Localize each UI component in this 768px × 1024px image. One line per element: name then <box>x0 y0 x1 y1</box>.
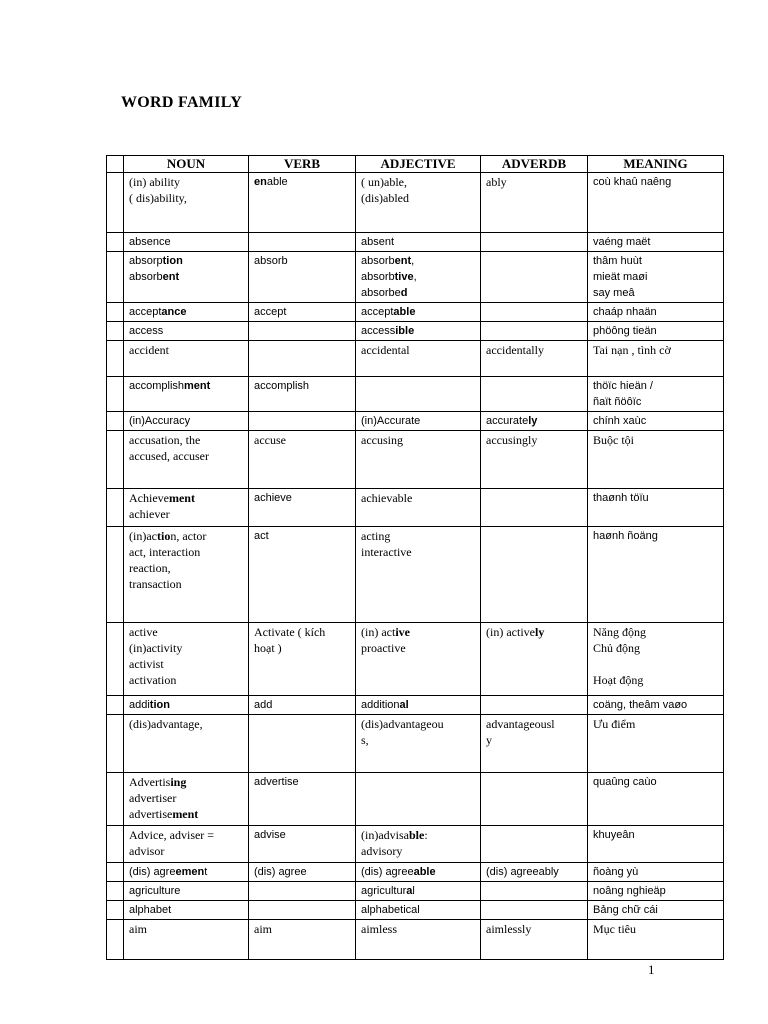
noun-cell <box>124 412 249 431</box>
adjective-text: (in)advisable: <box>361 828 428 842</box>
verb-text <box>254 323 350 339</box>
meaning-cell <box>588 377 724 412</box>
adjective-cell <box>356 773 481 826</box>
adjective-text: accusing <box>361 433 403 447</box>
meaning-text: khuyeân <box>593 829 635 841</box>
verb-cell <box>249 489 356 527</box>
meaning-text: haønh ñoäng <box>593 530 658 542</box>
adjective-cell <box>356 715 481 773</box>
verb-cell <box>249 173 356 233</box>
header-verb: VERB <box>249 156 356 173</box>
noun-text: Advertising <box>129 775 187 789</box>
noun-text: accomplishment <box>129 380 211 392</box>
table-row <box>107 826 724 863</box>
adjective-cell <box>356 377 481 412</box>
noun-cell <box>124 773 249 826</box>
adverb-text <box>486 827 582 843</box>
header-meaning: MEANING <box>588 156 724 173</box>
verb-cell <box>249 863 356 882</box>
adjective-text: (dis)advantageou <box>361 717 444 731</box>
meaning-text: Buộc tội <box>593 433 634 447</box>
page-number: 1 <box>648 962 655 977</box>
verb-text: add <box>254 699 273 711</box>
verb-cell <box>249 341 356 377</box>
adjective-text: interactive <box>361 545 412 559</box>
noun-text: Advice, adviser = <box>129 828 215 842</box>
noun-text: accusation, the <box>129 433 201 447</box>
adjective-cell <box>356 303 481 322</box>
adjective-text: (in)Accurate <box>361 415 421 427</box>
adjective-text: acceptable <box>361 306 416 318</box>
meaning-cell <box>588 696 724 715</box>
adverb-text: (dis) agreeably <box>486 866 559 878</box>
verb-cell <box>249 882 356 901</box>
noun-cell <box>124 377 249 412</box>
noun-cell <box>124 431 249 489</box>
adverb-cell <box>481 882 588 901</box>
adjective-text: advisory <box>361 844 403 858</box>
noun-cell <box>124 882 249 901</box>
meaning-text: vaéng maët <box>593 236 651 248</box>
meaning-cell <box>588 489 724 527</box>
meaning-cell <box>588 715 724 773</box>
meaning-text: thaønh töïu <box>593 492 649 504</box>
meaning-cell <box>588 863 724 882</box>
meaning-text <box>593 656 718 672</box>
adjective-cell <box>356 527 481 623</box>
meaning-text: ñaït ñöôïc <box>593 396 642 408</box>
adverb-cell <box>481 303 588 322</box>
noun-text: (in) ability <box>129 175 180 189</box>
verb-text: advise <box>254 829 286 841</box>
meaning-cell <box>588 322 724 341</box>
adjective-cell <box>356 252 481 303</box>
verb-text <box>254 342 350 358</box>
noun-text: reaction, <box>129 561 171 575</box>
adjective-text: achievable <box>361 491 413 505</box>
table-row <box>107 715 724 773</box>
row-marker-cell <box>107 489 124 527</box>
meaning-text: Tai nạn , tình cờ <box>593 343 671 357</box>
row-marker-cell <box>107 882 124 901</box>
meaning-cell <box>588 412 724 431</box>
meaning-text: Bảng chữ cái <box>593 904 658 916</box>
noun-text: agriculture <box>129 885 181 897</box>
meaning-text: coù khaû naêng <box>593 176 672 188</box>
row-marker-cell <box>107 901 124 920</box>
noun-cell <box>124 623 249 696</box>
adjective-text: ( un)able, <box>361 175 407 189</box>
adverb-cell <box>481 341 588 377</box>
table-row <box>107 696 724 715</box>
adverb-cell <box>481 696 588 715</box>
verb-cell <box>249 715 356 773</box>
meaning-text: quaûng caùo <box>593 776 657 788</box>
adverb-cell <box>481 173 588 233</box>
verb-text <box>254 902 350 918</box>
noun-text: (in)action, actor <box>129 529 207 543</box>
verb-text: achieve <box>254 492 292 504</box>
verb-cell <box>249 252 356 303</box>
row-marker-cell <box>107 377 124 412</box>
meaning-cell <box>588 882 724 901</box>
verb-cell <box>249 826 356 863</box>
adjective-cell <box>356 863 481 882</box>
adjective-cell <box>356 322 481 341</box>
noun-text: achiever <box>129 507 170 521</box>
verb-text: accept <box>254 306 287 318</box>
noun-text: access <box>129 325 164 337</box>
noun-cell <box>124 341 249 377</box>
adverb-cell <box>481 920 588 960</box>
noun-text: activation <box>129 673 177 687</box>
adverb-text <box>486 490 582 506</box>
meaning-cell <box>588 303 724 322</box>
noun-text: accused, accuser <box>129 449 209 463</box>
row-marker-cell <box>107 341 124 377</box>
verb-cell <box>249 920 356 960</box>
row-marker-cell <box>107 920 124 960</box>
noun-text: act, interaction <box>129 545 201 559</box>
adjective-text: accidental <box>361 343 410 357</box>
table-row <box>107 341 724 377</box>
meaning-text: mieät maøi <box>593 271 648 283</box>
adverb-text <box>486 234 582 250</box>
adverb-cell <box>481 623 588 696</box>
noun-text: absorbent <box>129 271 180 283</box>
verb-text: (dis) agree <box>254 866 307 878</box>
adverb-cell <box>481 377 588 412</box>
adverb-text: ably <box>486 175 507 189</box>
meaning-cell <box>588 252 724 303</box>
row-marker-cell <box>107 826 124 863</box>
row-marker-cell <box>107 412 124 431</box>
meaning-cell <box>588 826 724 863</box>
adjective-cell <box>356 901 481 920</box>
adjective-cell <box>356 826 481 863</box>
table-row <box>107 233 724 252</box>
adjective-text: proactive <box>361 641 406 655</box>
noun-cell <box>124 920 249 960</box>
row-marker-cell <box>107 233 124 252</box>
adverb-cell <box>481 527 588 623</box>
adjective-text: absorbtive, <box>361 271 417 283</box>
row-marker-cell <box>107 715 124 773</box>
adjective-text: (in) active <box>361 625 410 639</box>
verb-text: enable <box>254 176 288 188</box>
verb-cell <box>249 773 356 826</box>
adjective-text <box>361 774 475 790</box>
verb-cell <box>249 527 356 623</box>
meaning-cell <box>588 527 724 623</box>
word-family-table <box>106 155 724 960</box>
table-row <box>107 882 724 901</box>
verb-text: absorb <box>254 255 288 267</box>
table-row <box>107 412 724 431</box>
adjective-text: alphabetical <box>361 904 420 916</box>
adverb-cell <box>481 901 588 920</box>
adjective-text: aimless <box>361 922 397 936</box>
adverb-cell <box>481 252 588 303</box>
adverb-text: accusingly <box>486 433 538 447</box>
noun-cell <box>124 527 249 623</box>
noun-text: (dis) agreement <box>129 866 208 878</box>
adverb-text <box>486 253 582 269</box>
adjective-cell <box>356 431 481 489</box>
adverb-text: advantageousl <box>486 717 555 731</box>
table-row <box>107 901 724 920</box>
row-marker-cell <box>107 773 124 826</box>
table-row <box>107 920 724 960</box>
adjective-text: (dis)abled <box>361 191 409 205</box>
adjective-text: absent <box>361 236 395 248</box>
adverb-cell <box>481 826 588 863</box>
noun-text: (in)activity <box>129 641 183 655</box>
meaning-cell <box>588 901 724 920</box>
verb-text <box>254 413 350 429</box>
table-row <box>107 863 724 882</box>
noun-text: active <box>129 625 158 639</box>
adjective-text: absorbent, <box>361 255 415 267</box>
meaning-text: say meâ <box>593 287 635 299</box>
table-row <box>107 489 724 527</box>
noun-text: Achievement <box>129 491 195 505</box>
row-marker-cell <box>107 863 124 882</box>
adjective-cell <box>356 920 481 960</box>
verb-text: accuse <box>254 433 286 447</box>
verb-text: advertise <box>254 776 299 788</box>
adjective-text: absorbed <box>361 287 408 299</box>
table-row <box>107 322 724 341</box>
meaning-text: phöông tieän <box>593 325 657 337</box>
adverb-cell <box>481 412 588 431</box>
adjective-text: accessible <box>361 325 415 337</box>
adjective-text: agricultural <box>361 885 415 897</box>
header-adjective: ADJECTIVE <box>356 156 481 173</box>
adverb-text: y <box>486 733 492 747</box>
noun-cell <box>124 173 249 233</box>
adverb-cell <box>481 322 588 341</box>
noun-cell <box>124 826 249 863</box>
noun-cell <box>124 489 249 527</box>
row-marker-cell <box>107 431 124 489</box>
noun-cell <box>124 901 249 920</box>
table-row <box>107 527 724 623</box>
noun-cell <box>124 303 249 322</box>
header-row <box>107 156 724 173</box>
adverb-text <box>486 304 582 320</box>
noun-cell <box>124 233 249 252</box>
row-marker-cell <box>107 623 124 696</box>
table-row <box>107 431 724 489</box>
table-row <box>107 377 724 412</box>
noun-text: transaction <box>129 577 182 591</box>
table-row <box>107 623 724 696</box>
table-row <box>107 773 724 826</box>
noun-text: addition <box>129 699 170 711</box>
noun-cell <box>124 863 249 882</box>
adjective-text: (dis) agreeable <box>361 866 436 878</box>
noun-text: absence <box>129 236 171 248</box>
meaning-text: thâm huùt <box>593 255 642 267</box>
meaning-text: chính xaùc <box>593 415 647 427</box>
table-row <box>107 303 724 322</box>
adverb-cell <box>481 431 588 489</box>
noun-text: ( dis)ability, <box>129 191 187 205</box>
adverb-text: accurately <box>486 415 538 427</box>
adverb-text <box>486 378 582 394</box>
noun-text: absorption <box>129 255 183 267</box>
verb-cell <box>249 431 356 489</box>
verb-text <box>254 716 350 732</box>
noun-text: advisor <box>129 844 165 858</box>
adverb-cell <box>481 233 588 252</box>
adjective-cell <box>356 882 481 901</box>
adverb-cell <box>481 489 588 527</box>
meaning-text: ñoàng yù <box>593 866 639 878</box>
adverb-text <box>486 774 582 790</box>
meaning-cell <box>588 233 724 252</box>
page-title: WORD FAMILY <box>121 94 243 111</box>
verb-cell <box>249 901 356 920</box>
verb-text: Activate ( kích <box>254 625 326 639</box>
row-marker-cell <box>107 173 124 233</box>
adverb-text: (in) actively <box>486 625 545 639</box>
noun-cell <box>124 252 249 303</box>
blank-header-cell <box>107 156 124 173</box>
verb-cell <box>249 322 356 341</box>
adverb-text <box>486 883 582 899</box>
adjective-text <box>361 378 475 394</box>
meaning-cell <box>588 920 724 960</box>
row-marker-cell <box>107 252 124 303</box>
meaning-text: chaáp nhaän <box>593 306 657 318</box>
meaning-cell <box>588 341 724 377</box>
adverb-text: accidentally <box>486 343 544 357</box>
meaning-text: Hoạt động <box>593 673 644 687</box>
adjective-cell <box>356 489 481 527</box>
noun-text: accident <box>129 343 169 357</box>
meaning-cell <box>588 623 724 696</box>
verb-cell <box>249 303 356 322</box>
meaning-text: coäng, theâm vaøo <box>593 699 688 711</box>
adjective-cell <box>356 341 481 377</box>
adverb-text <box>486 902 582 918</box>
verb-cell <box>249 412 356 431</box>
row-marker-cell <box>107 696 124 715</box>
meaning-text: thöïc hieän / <box>593 380 653 392</box>
header-noun: NOUN <box>124 156 249 173</box>
verb-text <box>254 234 350 250</box>
meaning-text: noâng nghieäp <box>593 885 666 897</box>
noun-cell <box>124 715 249 773</box>
noun-cell <box>124 322 249 341</box>
meaning-text: Ưu điểm <box>593 717 636 731</box>
meaning-cell <box>588 173 724 233</box>
verb-text: hoạt ) <box>254 641 282 655</box>
verb-cell <box>249 233 356 252</box>
noun-text: activist <box>129 657 164 671</box>
verb-text: accomplish <box>254 380 310 392</box>
table-row <box>107 252 724 303</box>
adjective-text: acting <box>361 529 391 543</box>
adjective-text: s, <box>361 733 369 747</box>
verb-cell <box>249 377 356 412</box>
adjective-cell <box>356 696 481 715</box>
noun-text: (dis)advantage, <box>129 717 203 731</box>
meaning-text: Mục tiêu <box>593 922 636 936</box>
row-marker-cell <box>107 527 124 623</box>
adjective-cell <box>356 233 481 252</box>
adjective-text: additional <box>361 699 409 711</box>
adverb-text <box>486 697 582 713</box>
row-marker-cell <box>107 303 124 322</box>
verb-text: act <box>254 530 269 542</box>
verb-cell <box>249 696 356 715</box>
noun-text: alphabet <box>129 904 172 916</box>
row-marker-cell <box>107 322 124 341</box>
adverb-cell <box>481 773 588 826</box>
noun-text: advertiser <box>129 791 177 805</box>
meaning-text: Năng động <box>593 625 646 639</box>
meaning-text: Chủ động <box>593 641 641 655</box>
adverb-text <box>486 528 582 544</box>
meaning-cell <box>588 773 724 826</box>
noun-cell <box>124 696 249 715</box>
adjective-cell <box>356 412 481 431</box>
noun-text: aim <box>129 922 147 936</box>
header-adverb: ADVERDB <box>481 156 588 173</box>
table-row <box>107 173 724 233</box>
adverb-cell <box>481 715 588 773</box>
verb-text <box>254 883 350 899</box>
adjective-cell <box>356 173 481 233</box>
adverb-text: aimlessly <box>486 922 532 936</box>
verb-cell <box>249 623 356 696</box>
meaning-cell <box>588 431 724 489</box>
verb-text: aim <box>254 922 272 936</box>
noun-text: acceptance <box>129 306 187 318</box>
noun-text: (in)Accuracy <box>129 415 191 427</box>
adverb-cell <box>481 863 588 882</box>
noun-text: advertisement <box>129 807 199 821</box>
adjective-cell <box>356 623 481 696</box>
adverb-text <box>486 323 582 339</box>
